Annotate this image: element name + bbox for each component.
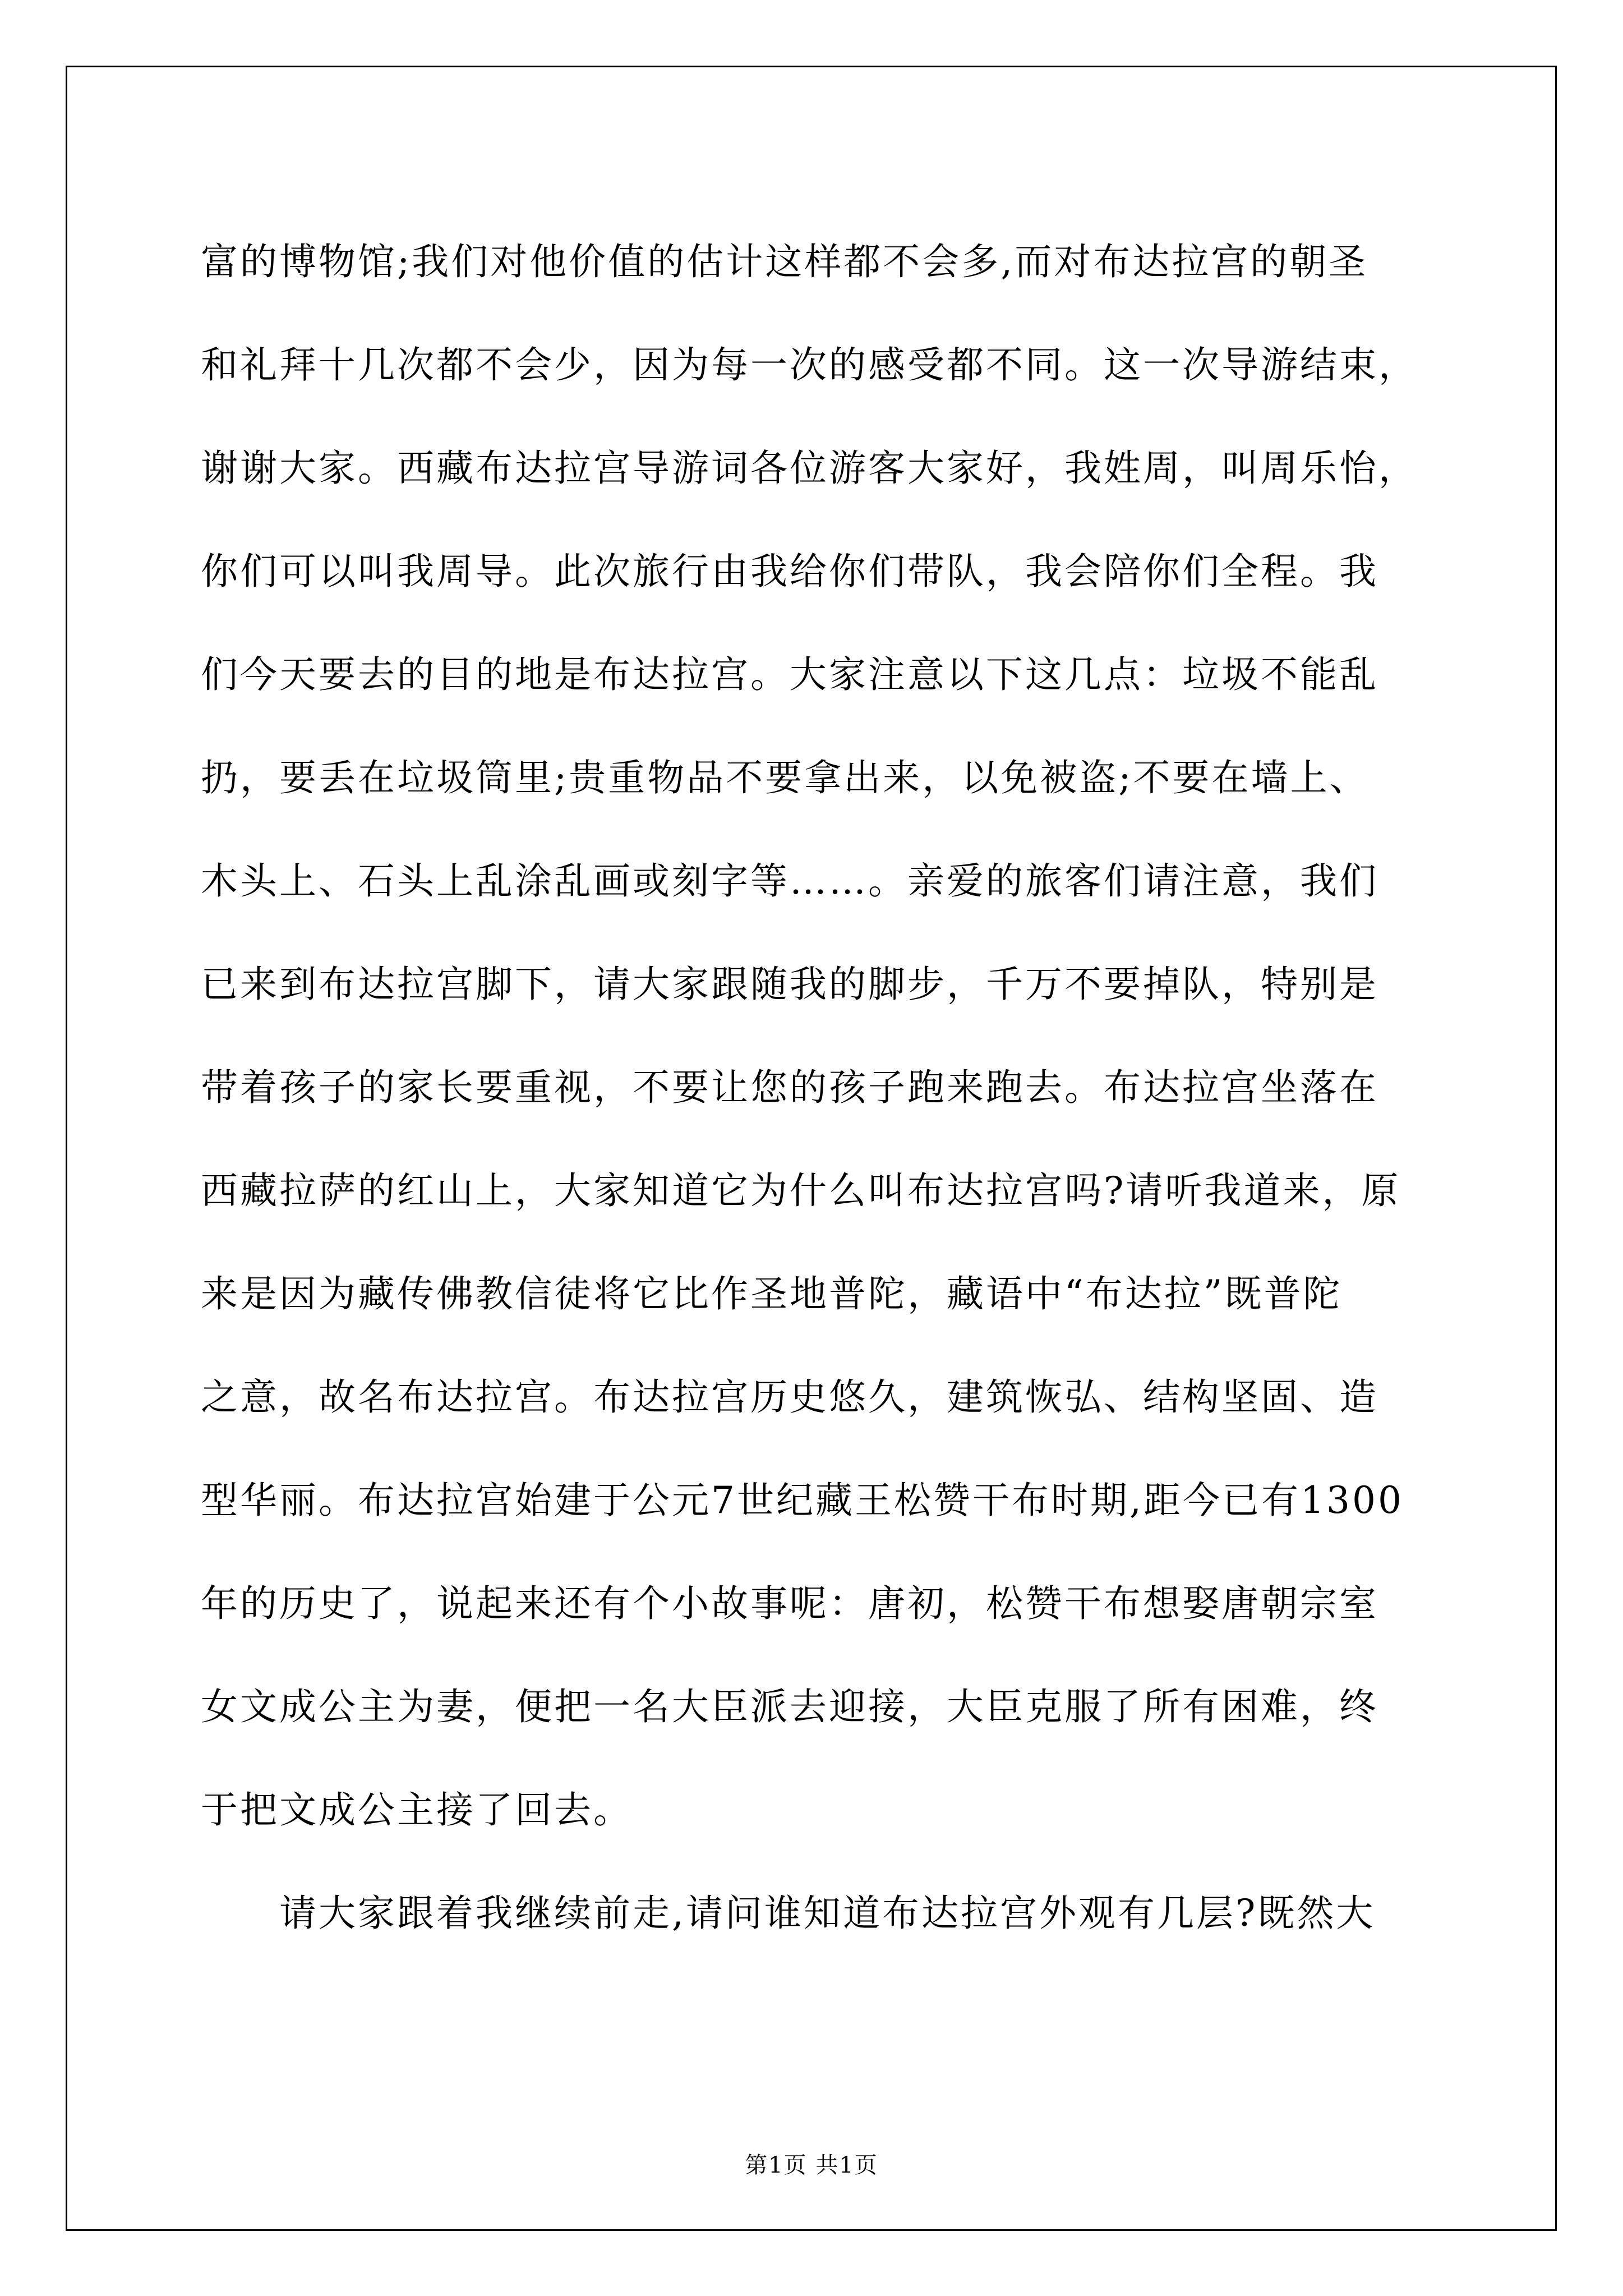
text-line: 型华丽。布达拉宫始建于公元7世纪藏王松赞干布时期,距今已有1300	[201, 1479, 1404, 1522]
page-number-footer: 第1页 共1页	[745, 2152, 878, 2178]
text-line: 带着孩子的家长要重视，不要让您的孩子跑来跑去。布达拉宫坐落在	[201, 1066, 1378, 1109]
text-line: 之意，故名布达拉宫。布达拉宫历史悠久，建筑恢弘、结构坚固、造	[201, 1375, 1378, 1419]
text-line: 们今天要去的目的地是布达拉宫。大家注意以下这几点：垃圾不能乱	[201, 653, 1378, 696]
paragraph-1	[201, 210, 1440, 1862]
text-line: 年的历史了，说起来还有个小故事呢：唐初，松赞干布想娶唐朝宗室	[201, 1582, 1378, 1625]
text-line: 请大家跟着我继续前走,请问谁知道布达拉宫外观有几层?既然大	[279, 1892, 1376, 1935]
text-line: 富的博物馆;我们对他价值的估计这样都不会多,而对布达拉宫的朝圣	[201, 240, 1368, 283]
text-line: 西藏拉萨的红山上，大家知道它为什么叫布达拉宫吗?请听我道来，原	[201, 1169, 1401, 1212]
text-line: 扔，要丢在垃圾筒里;贵重物品不要拿出来，以免被盗;不要在墙上、	[201, 756, 1369, 799]
text-line: 于把文成公主接了回去。	[201, 1788, 633, 1832]
paragraph-2	[201, 1862, 1440, 1965]
text-line: 你们可以叫我周导。此次旅行由我给你们带队，我会陪你们全程。我	[201, 550, 1378, 593]
document-body	[201, 210, 1440, 1965]
text-line: 女文成公主为妻，便把一名大臣派去迎接，大臣克服了所有困难，终	[201, 1685, 1378, 1728]
text-line: 木头上、石头上乱涂乱画或刻字等……。亲爱的旅客们请注意，我们	[201, 859, 1378, 903]
text-line: 来是因为藏传佛教信徒将它比作圣地普陀，藏语中“布达拉”既普陀	[201, 1272, 1343, 1315]
text-line: 已来到布达拉宫脚下，请大家跟随我的脚步，千万不要掉队，特别是	[201, 963, 1378, 1006]
text-line: 和礼拜十几次都不会少，因为每一次的感受都不同。这一次导游结束，	[201, 343, 1418, 386]
text-line: 谢谢大家。西藏布达拉宫导游词各位游客大家好，我姓周，叫周乐怡，	[201, 447, 1418, 490]
